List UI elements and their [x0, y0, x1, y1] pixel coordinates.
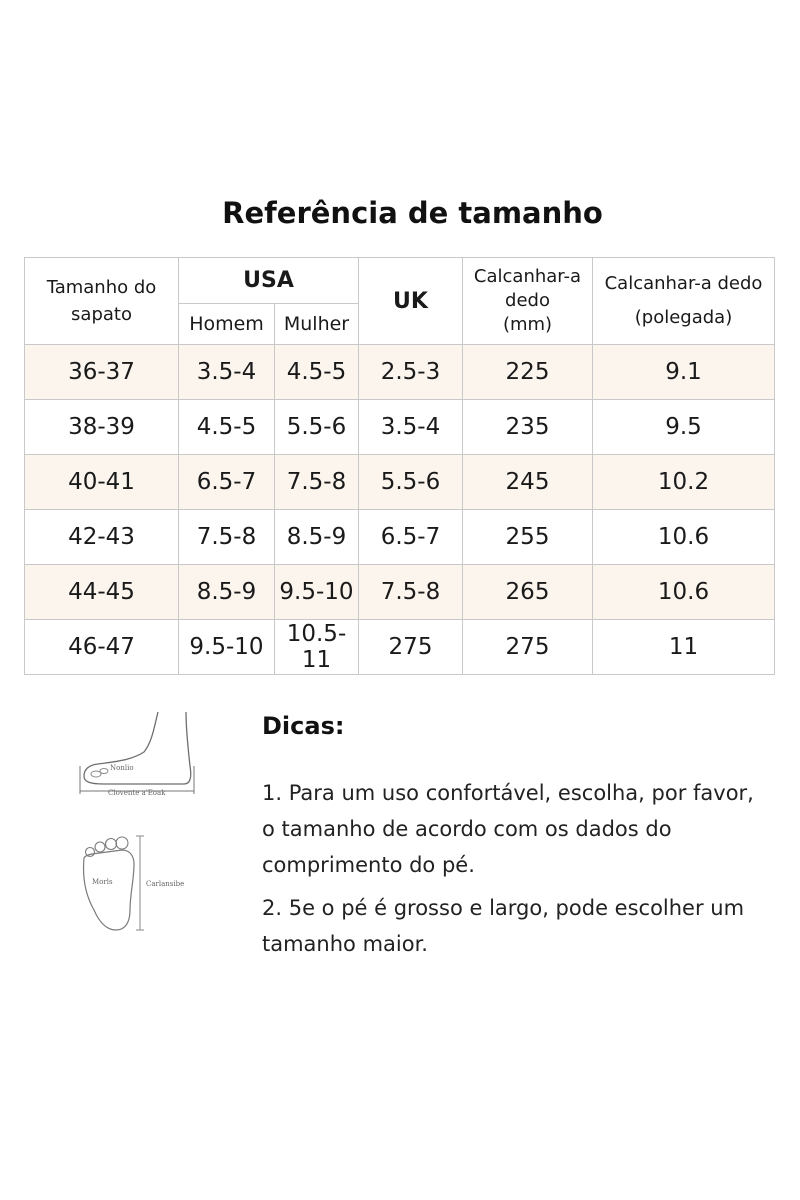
cell-usa-women: 4.5-5 — [275, 345, 359, 400]
tip-1: 1. Para um uso confortável, escolha, por favor, o tamanho de acordo com os dados do comprimento do pé. — [262, 781, 754, 877]
table-row — [25, 565, 775, 620]
cell-usa-men: 3.5-4 — [179, 345, 275, 400]
cell-mm: 225 — [463, 345, 593, 400]
side-diagram-label: Nonlio — [110, 764, 134, 772]
top-diagram-label: Morls — [92, 878, 113, 886]
header-mm-line1: Calcanhar-a — [473, 266, 582, 287]
table-row — [25, 620, 775, 675]
top-diagram-measure: Carlansibe — [146, 880, 185, 888]
foot-side-diagram — [74, 708, 204, 803]
cell-inch: 10.6 — [593, 510, 775, 565]
table-row — [25, 510, 775, 565]
cell-shoe-size: 36-37 — [25, 345, 179, 400]
header-women: Mulher — [275, 304, 359, 345]
cell-usa-women: 9.5-10 — [275, 565, 359, 620]
cell-inch: 9.5 — [593, 400, 775, 455]
header-mm-line3: (mm) — [502, 314, 553, 335]
table-row — [25, 455, 775, 510]
cell-uk: 5.5-6 — [359, 455, 463, 510]
header-uk: UK — [359, 258, 463, 345]
cell-inch: 10.2 — [593, 455, 775, 510]
cell-uk: 3.5-4 — [359, 400, 463, 455]
tips-title: Dicas: — [262, 712, 345, 740]
cell-shoe-size: 44-45 — [25, 565, 179, 620]
cell-usa-men: 6.5-7 — [179, 455, 275, 510]
size-table — [24, 257, 775, 675]
cell-uk: 275 — [359, 620, 463, 675]
cell-mm: 235 — [463, 400, 593, 455]
cell-uk: 7.5-8 — [359, 565, 463, 620]
header-men: Homem — [179, 304, 275, 345]
table-row — [25, 345, 775, 400]
header-in-line2: (polegada) — [634, 307, 733, 328]
cell-inch: 10.6 — [593, 565, 775, 620]
cell-mm: 265 — [463, 565, 593, 620]
cell-uk: 2.5-3 — [359, 345, 463, 400]
cell-usa-men: 9.5-10 — [179, 620, 275, 675]
header-shoe-size — [25, 258, 179, 345]
cell-usa-men: 7.5-8 — [179, 510, 275, 565]
header-heel-toe-inch — [593, 258, 775, 345]
header-shoe-size-line1: Tamanho do — [46, 277, 157, 298]
cell-usa-men: 4.5-5 — [179, 400, 275, 455]
tip-2: 2. 5e o pé é grosso e largo, pode escolher um tamanho maior. — [262, 896, 745, 956]
header-usa: USA — [179, 258, 359, 304]
cell-usa-women: 8.5-9 — [275, 510, 359, 565]
cell-shoe-size: 38-39 — [25, 400, 179, 455]
cell-shoe-size: 46-47 — [25, 620, 179, 675]
page-title: Referência de tamanho — [222, 196, 603, 230]
cell-mm: 275 — [463, 620, 593, 675]
header-mm-line2: dedo — [505, 290, 550, 311]
side-diagram-measure: Clovente a'Eoak — [108, 789, 166, 797]
cell-mm: 255 — [463, 510, 593, 565]
cell-shoe-size: 42-43 — [25, 510, 179, 565]
cell-usa-women: 5.5-6 — [275, 400, 359, 455]
cell-uk: 6.5-7 — [359, 510, 463, 565]
header-heel-toe-mm — [463, 258, 593, 345]
cell-usa-women: 10.5-11 — [275, 620, 359, 675]
table-row — [25, 400, 775, 455]
cell-usa-women: 7.5-8 — [275, 455, 359, 510]
cell-usa-men: 8.5-9 — [179, 565, 275, 620]
header-in-line1: Calcanhar-a dedo — [604, 273, 763, 294]
cell-shoe-size: 40-41 — [25, 455, 179, 510]
cell-inch: 11 — [593, 620, 775, 675]
cell-inch: 9.1 — [593, 345, 775, 400]
cell-mm: 245 — [463, 455, 593, 510]
header-shoe-size-line2: sapato — [71, 304, 132, 325]
foot-top-diagram — [78, 830, 198, 940]
